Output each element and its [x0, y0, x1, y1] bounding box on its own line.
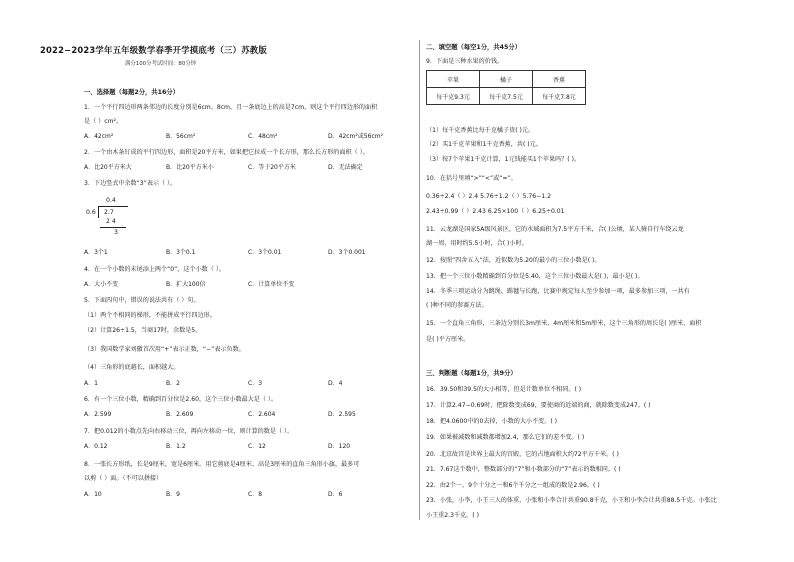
q5-option-b[interactable]: B．2	[166, 380, 180, 387]
q6-option-c[interactable]: C．2.604	[248, 411, 276, 418]
q9-item-1: （1）每千克香蕉比每千克橘子贵( )元。	[426, 127, 535, 134]
q1-option-b[interactable]: B．56cm²	[166, 133, 196, 140]
q3-option-a[interactable]: A．3个1	[84, 249, 108, 256]
question-14-line-1: 14．冬季三项运动分为跳绳、踢毽与长跑，比赛中规定每人至少参加一项，最多参加三项，一共有	[426, 288, 690, 295]
question-4: 4．在一个小数的末尾添上两个“0”，这个小数（ ）。	[84, 266, 225, 273]
q5-statement-3: （3）我国数学家刘徽首次用“+”表示正数，“−”表示负数。	[84, 346, 245, 353]
page-subtitle: 满分100分考试时间：80分钟	[125, 61, 197, 67]
question-17: 17．计算2.47−0.69时，把除数变成69，要使商的近端的商，就除数变成247。( )	[426, 402, 651, 409]
question-1-line-2: 是（ ）cm²。	[84, 118, 123, 125]
q5-option-c[interactable]: C．3	[248, 380, 263, 387]
page-title: 2022−2023学年五年级数学春季开学摸底考（三）苏教版	[40, 45, 267, 55]
q5-option-d[interactable]: D．4	[328, 380, 343, 387]
q2-option-a[interactable]: A．比20平方米大	[84, 164, 132, 171]
q2-option-b[interactable]: B．比20平方米小	[166, 164, 214, 171]
question-10: 10．在括号里填“>”“<”或“=”。	[426, 175, 517, 182]
question-5: 5．下面四句中，错误的说法共有（ ）句。	[84, 297, 200, 304]
question-18: 18．把4.0600中的0去掉，小数的大小不变。( )	[426, 418, 558, 425]
question-14-line-2: ( )种不同的参赛方法。	[426, 302, 488, 309]
q6-option-d[interactable]: D．2.595	[328, 411, 356, 418]
division-product: 2 4	[106, 218, 116, 225]
section-choice-title: 一、选择题（每题2分，共16分）	[84, 89, 180, 96]
q8-option-b[interactable]: B．9	[166, 491, 180, 498]
section-judge-title: 三、判断题（每题1分，共9分）	[426, 370, 517, 377]
fruit-price-table	[426, 70, 586, 105]
table-header-cell: 香蕉	[533, 71, 586, 88]
q6-option-a[interactable]: A．2.599	[84, 411, 112, 418]
table-row	[427, 88, 586, 105]
question-6: 6．有一个三位小数，精确到百分位是2.60，这个三位小数最大是（ ）。	[84, 396, 278, 403]
q1-option-d[interactable]: D．42cm²或56cm²	[328, 133, 383, 140]
long-division	[84, 196, 144, 244]
q3-option-c[interactable]: C．3个0.01	[248, 249, 282, 256]
question-2: 2．一个由木条钉成的平行四边形，面积是20平方米，如果把它拉成一个长方形，那么长方形的面积（ ）。	[84, 149, 369, 156]
question-21: 21．7.67这个数中，整数部分的“7”和小数部分的“7”表示的数相同。( )	[426, 466, 621, 473]
q8-option-c[interactable]: C．8	[248, 491, 263, 498]
question-1-line-1: 1．一个平行四边形两条邻边的长度分别是6cm、8cm，且一条底边上的高是7cm，则这个平行四边形的面积	[84, 104, 378, 111]
division-divisor: 0.6	[86, 209, 96, 216]
q4-option-a[interactable]: A．大小不变	[84, 281, 119, 288]
table-cell: 每千克9.3元	[427, 88, 480, 105]
q8-option-a[interactable]: A．10	[84, 491, 102, 498]
q2-option-c[interactable]: C．等于20平方米	[248, 164, 296, 171]
q9-item-2: （2）买1千克苹果和1千克香蕉，共( )元。	[426, 141, 542, 148]
question-8-line-2: 以剪（ ）面。（不可以拼接）	[84, 475, 163, 482]
q1-option-a[interactable]: A．42cm²	[84, 133, 114, 140]
question-19: 19．如果被减数和减数都增加2.4，那么它们的差不变。( )	[426, 434, 585, 441]
division-bracket-side	[98, 206, 99, 218]
division-subtraction-line	[100, 227, 126, 228]
question-8-line-1: 8．一张长方形纸，长是9厘米，宽是6厘米。用它剪底是4厘米、高是3厘米的直角三角形小旗，最多可	[84, 461, 360, 468]
question-23-line-1: 23．小张，小李，小王三人的体重，小张和小李合计共重90.8千克，小王和小李合计共重88.5千克。小张比	[426, 497, 717, 504]
question-22: 22．由2个一、9个十分之一和6个千分之一组成的数是2.96。( )	[426, 482, 600, 489]
table-header-cell: 苹果	[427, 71, 480, 88]
question-16: 16．39.50和39.5的大小相等，但是计数单位不相同。( )	[426, 386, 582, 393]
question-12: 12．按照“四舍五入”法，近似数为5.20的最小的三位小数是( )。	[426, 257, 601, 264]
q3-option-d[interactable]: D．3个0.001	[328, 249, 366, 256]
division-remainder: 3	[114, 229, 118, 236]
q8-option-d[interactable]: D．6	[328, 491, 343, 498]
q4-option-b[interactable]: B．扩大100倍	[166, 281, 206, 288]
question-11-line-2: 湖一周，用时约5.5小时，合( )小时。	[426, 240, 528, 247]
q5-statement-4: （4）三角形的底越长，面积越大。	[84, 364, 180, 371]
q5-statement-1: （1）两个不相同的梯形，不能拼成平行四边形。	[84, 312, 216, 319]
question-7: 7．把0.012的小数点先向右移动三位，再向左移动一位，则计算的数是（ ）。	[84, 428, 294, 435]
division-bracket-bar	[98, 206, 128, 207]
q5-option-a[interactable]: A．1	[84, 380, 98, 387]
question-15-line-1: 15．一个直角三角形，三条边分别长3m厘米、4m厘米和5m厘米，这个三角形的周长是( )厘米，面积	[426, 320, 702, 327]
table-row	[427, 71, 586, 88]
question-13: 13．把一个三位小数精确到百分位是5.40，这个三位小数最大是( )，最小是( )。	[426, 273, 644, 280]
q9-item-3: （3）按7个苹果1千克计算，1元钱能买1个苹果吗？( )。	[426, 156, 581, 163]
question-20: 20．北京故宫是世界上最大的宫殿，它的占地面积大约72平方千米。( )	[426, 451, 619, 458]
q2-option-d[interactable]: D．无法确定	[328, 164, 363, 171]
q10-row-2: 2.43÷0.99（ ）2.43 6.25×100（ ）6.25÷0.01	[426, 208, 565, 215]
division-quotient: 0.4	[106, 197, 116, 204]
question-3: 3．下边竖式中余数“3”表示（ ）。	[84, 180, 177, 187]
column-divider	[419, 40, 420, 520]
q7-option-b[interactable]: B．1.2	[166, 443, 186, 450]
section-fill-title: 二、填空题（每空1分，共45分）	[426, 44, 522, 51]
question-15-line-2: 是( )平方厘米。	[426, 336, 470, 343]
question-23-line-2: 小王重2.3千克。( )	[426, 512, 479, 519]
q7-option-d[interactable]: D．120	[328, 443, 351, 450]
table-cell: 每千克7.5元	[480, 88, 533, 105]
table-cell: 每千克7.8元	[533, 88, 586, 105]
q1-option-c[interactable]: C．48cm²	[248, 133, 278, 140]
q10-row-1: 0.36÷2.4（ ）2.4 5.76÷1.2（ ）5.76−1.2	[426, 193, 551, 200]
q4-option-c[interactable]: C．计算单位不变	[248, 281, 295, 288]
question-11-line-1: 11．云龙湖是国家5A级风景区，它的水域面积为7.5平方千米，合( )公顷，某人骑自行车绕云龙	[426, 226, 684, 233]
division-dividend: 2.7	[104, 209, 114, 216]
q5-statement-2: （2）计算26÷1.5，当商17时，余数是5。	[84, 327, 202, 334]
q6-option-b[interactable]: B．2.609	[166, 411, 194, 418]
q3-option-b[interactable]: B．3个0.1	[166, 249, 196, 256]
q7-option-c[interactable]: C．12	[248, 443, 266, 450]
table-header-cell: 橘子	[480, 71, 533, 88]
q7-option-a[interactable]: A．0.12	[84, 443, 108, 450]
question-9: 9．下面是三种水果的价钱。	[426, 58, 504, 65]
